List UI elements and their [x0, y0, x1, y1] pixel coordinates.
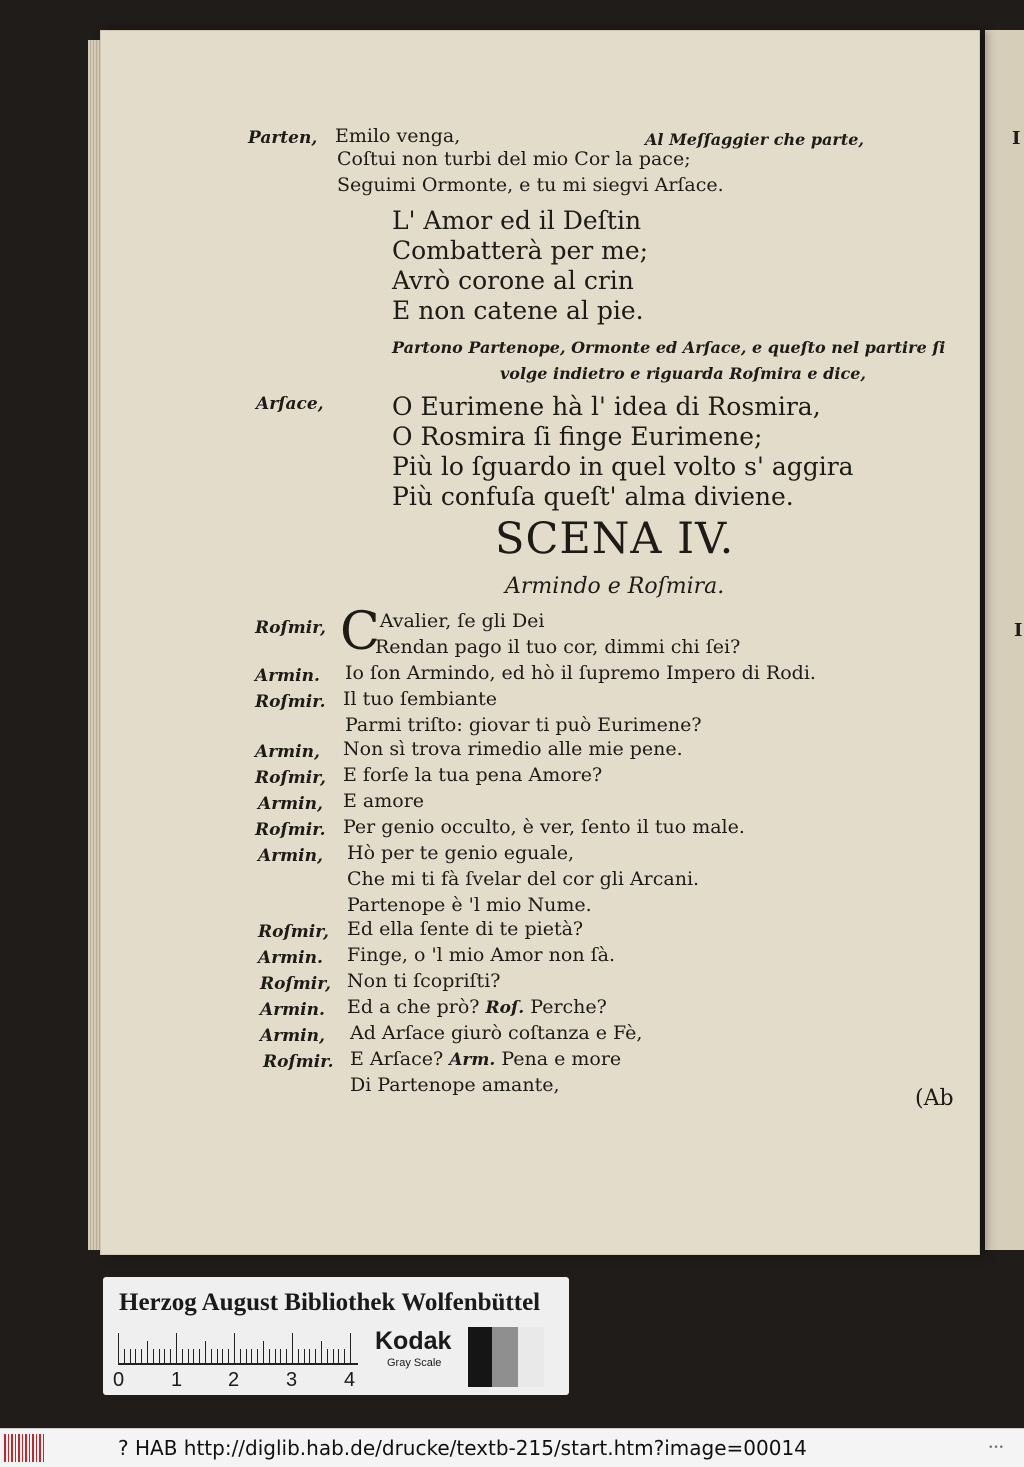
speaker-label: Roſmir.	[255, 820, 326, 840]
dialogue-line: Ed ella ſente di te pietà?	[347, 918, 584, 940]
verse-line: Avrò corone al crin	[392, 266, 634, 295]
dialogue-line: Emilo venga,	[335, 125, 461, 147]
verse-line: E non catene al pie.	[392, 296, 644, 325]
verse-line: Più confuſa queſt' alma diviene.	[392, 482, 794, 511]
gray-scale-label: Gray Scale	[387, 1357, 442, 1369]
speaker-label: Roſmir.	[255, 692, 326, 712]
dialogue-line: Il tuo ſembiante	[343, 688, 497, 710]
facing-page-mark: I	[1012, 128, 1021, 149]
verse-line: O Eurimene hà l' idea di Rosmira,	[392, 392, 821, 421]
inline-speaker: Arm.	[449, 1050, 496, 1070]
speaker-label: Armin.	[260, 1000, 325, 1020]
ruler-tick	[240, 1349, 241, 1363]
hab-barcode-icon	[4, 1434, 46, 1462]
ruler-tick	[130, 1349, 131, 1363]
source-url-text[interactable]: ? HAB http://diglib.hab.de/drucke/textb-215/start.htm?image=00014	[118, 1436, 807, 1460]
ruler-tick	[304, 1349, 305, 1363]
ruler-tick	[182, 1349, 183, 1363]
ruler-tick	[205, 1341, 206, 1363]
drop-capital: C	[340, 602, 380, 662]
ruler-tick	[153, 1349, 154, 1363]
ruler-tick	[118, 1333, 119, 1363]
scene-heading: SCENA IV.	[495, 514, 735, 564]
color-calibration-card	[103, 1277, 569, 1395]
ruler-tick	[315, 1349, 316, 1363]
speaker-label: Armin,	[258, 846, 323, 866]
speaker-label: Arſace,	[256, 394, 324, 414]
ruler-tick	[251, 1349, 252, 1363]
kodak-logo: Kodak	[375, 1327, 452, 1355]
ruler-tick	[292, 1333, 293, 1363]
dialogue-line: Coſtui non turbi del mio Cor la pace;	[337, 148, 691, 170]
dialogue-line: Rendan pago il tuo cor, dimmi chi ſei?	[375, 636, 741, 658]
ruler-tick	[228, 1349, 229, 1363]
speaker-label: Armin,	[258, 794, 323, 814]
status-bar	[0, 1428, 1024, 1467]
dialogue-line: Per genio occulto, è ver, ſento il tuo male.	[343, 816, 745, 838]
ruler-number: 4	[344, 1369, 356, 1391]
gray-patch-light	[518, 1327, 544, 1387]
ruler-number: 2	[228, 1369, 240, 1391]
ruler-tick	[193, 1349, 194, 1363]
ruler-tick	[321, 1341, 322, 1363]
more-dots-icon[interactable]: •••	[988, 1443, 1004, 1453]
ruler-tick	[280, 1349, 281, 1363]
dialogue-line: Non sì trova rimedio alle mie pene.	[343, 738, 683, 760]
dialogue-line: Partenope è 'l mio Nume.	[347, 894, 592, 916]
ruler-tick	[344, 1349, 345, 1363]
ruler-tick	[141, 1349, 142, 1363]
dialogue-line: Ed a che prò? Roſ. Perche?	[347, 996, 607, 1018]
ruler-number: 0	[113, 1369, 125, 1391]
scene-characters: Armindo e Roſmira.	[505, 574, 725, 599]
ruler-tick	[170, 1349, 171, 1363]
verse-line: Più lo ſguardo in quel volto s' aggira	[392, 452, 854, 481]
ruler-tick	[327, 1349, 328, 1363]
ruler-tick	[164, 1349, 165, 1363]
stage-direction: volge indietro e riguarda Roſmira e dice,	[500, 364, 866, 383]
ruler-tick	[199, 1349, 200, 1363]
stage-direction: Partono Partenope, Ormonte ed Arſace, e queſto nel partire ſi	[392, 338, 946, 357]
ruler-tick	[275, 1349, 276, 1363]
dialogue-line: Io ſon Armindo, ed hò il ſupremo Impero di Rodi.	[345, 662, 816, 684]
ruler-tick	[338, 1349, 339, 1363]
dialogue-line: Che mi ti fà ſvelar del cor gli Arcani.	[347, 868, 700, 890]
ruler-tick	[257, 1349, 258, 1363]
ruler-number: 1	[171, 1369, 183, 1391]
speaker-label: Armin.	[255, 666, 320, 686]
dialogue-line: E forſe la tua pena Amore?	[343, 764, 603, 786]
library-name: Herzog August Bibliothek Wolfenbüttel	[119, 1289, 541, 1316]
verse-line: L' Amor ed il Deſtin	[392, 206, 642, 235]
ruler-tick	[217, 1349, 218, 1363]
ruler-tick	[147, 1341, 148, 1363]
ruler-number: 3	[286, 1369, 298, 1391]
dialogue-line: Seguimi Ormonte, e tu mi siegvi Arſace.	[337, 174, 724, 196]
book-page	[100, 30, 980, 1255]
dialogue-line: Di Partenope amante,	[350, 1074, 560, 1096]
stage-direction: Al Meſſaggier che parte,	[645, 130, 864, 149]
ruler-tick	[135, 1349, 136, 1363]
ruler-tick	[159, 1349, 160, 1363]
verse-line: O Rosmira ſi finge Eurimene;	[392, 422, 763, 451]
facing-page-mark: I	[1014, 620, 1023, 641]
dialogue-line: Hò per te genio eguale,	[347, 842, 575, 864]
dialogue-line: Parmi triſto: giovar ti può Eurimene?	[345, 714, 702, 736]
ruler-tick	[188, 1349, 189, 1363]
ruler-tick	[176, 1333, 177, 1363]
ruler-tick	[222, 1349, 223, 1363]
ruler-tick	[269, 1349, 270, 1363]
speaker-label: Parten,	[248, 128, 318, 148]
gray-patch-mid	[492, 1327, 518, 1387]
inline-speaker: Roſ.	[485, 998, 525, 1018]
ruler-tick	[211, 1349, 212, 1363]
dialogue-line: E Arſace? Arm. Pena e more	[350, 1048, 622, 1070]
dialogue-line: E amore	[343, 790, 425, 812]
verse-line: Combatterà per me;	[392, 236, 649, 265]
dialogue-line: Finge, o 'l mio Amor non ſà.	[347, 944, 616, 966]
speaker-label: Armin,	[260, 1026, 325, 1046]
catchword: (Ab	[915, 1086, 954, 1111]
dialogue-line: Non ti ſcopriſti?	[347, 970, 501, 992]
speaker-label: Roſmir,	[255, 768, 326, 788]
dialogue-line: Ad Arſace giurò coſtanza e Fè,	[350, 1022, 643, 1044]
speaker-label: Roſmir,	[260, 974, 331, 994]
gray-patch-dark	[468, 1327, 492, 1387]
ruler-tick	[333, 1349, 334, 1363]
speaker-label: Armin.	[258, 948, 323, 968]
ruler-tick	[298, 1349, 299, 1363]
scale-ruler	[118, 1329, 358, 1365]
ruler-tick	[286, 1349, 287, 1363]
ruler-tick	[246, 1349, 247, 1363]
speaker-label: Armin,	[255, 742, 320, 762]
speaker-label: Roſmir,	[255, 618, 326, 638]
ruler-tick	[263, 1341, 264, 1363]
speaker-label: Roſmir,	[258, 922, 329, 942]
dialogue-line: CAvalier, ſe gli Dei	[340, 602, 545, 662]
ruler-tick	[309, 1349, 310, 1363]
speaker-label: Roſmir.	[263, 1052, 334, 1072]
ruler-tick	[350, 1333, 351, 1363]
ruler-tick	[234, 1333, 235, 1363]
ruler-tick	[124, 1349, 125, 1363]
